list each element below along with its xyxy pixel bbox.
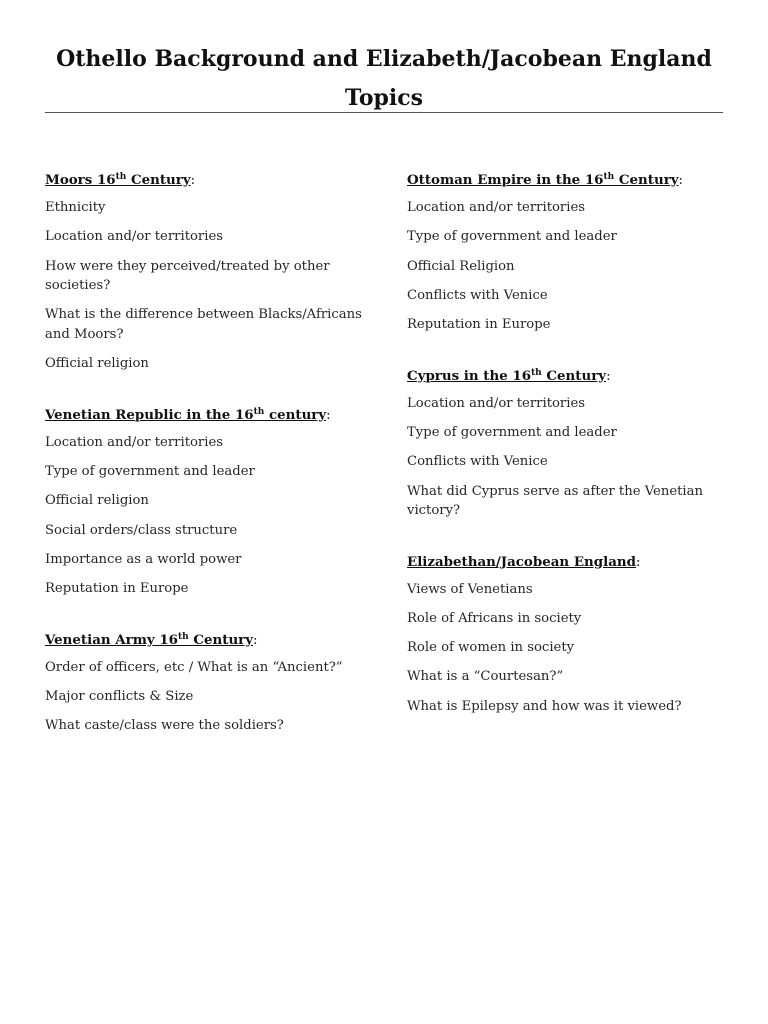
topic-item: Type of government and leader bbox=[45, 463, 255, 479]
topic-item: Reputation in Europe bbox=[45, 581, 189, 597]
topic-item: How were they perceived/treated by other societies? bbox=[45, 258, 330, 294]
topic-item: Type of government and leader bbox=[407, 424, 617, 440]
topic-section-ottoman-empire-in-the-16th-century bbox=[407, 168, 727, 335]
heading-colon: : bbox=[678, 173, 684, 188]
heading-trailing-text: Century bbox=[541, 367, 607, 384]
topic-item: Location and/or territories bbox=[45, 229, 224, 245]
topic-item: Location and/or territories bbox=[407, 395, 586, 411]
topic-item: Reputation in Europe bbox=[407, 317, 551, 333]
topic-item: Role of women in society bbox=[407, 640, 575, 656]
heading-trailing-text: Century bbox=[188, 631, 254, 648]
heading-main-text: Ottoman Empire in the 16 bbox=[407, 172, 604, 188]
heading-main-text: Venetian Republic in the 16 bbox=[45, 406, 254, 423]
section-heading-text bbox=[45, 172, 191, 188]
topic-item: Conflicts with Venice bbox=[407, 287, 548, 303]
heading-main-text: Cyprus in the 16 bbox=[407, 367, 532, 384]
section-heading-text bbox=[407, 172, 679, 188]
topic-section-elizabethan-jacobean-england bbox=[407, 550, 727, 717]
heading-ordinal-suffix: th bbox=[177, 631, 189, 642]
topic-item: Location and/or territories bbox=[45, 434, 224, 450]
title-divider bbox=[45, 112, 723, 113]
heading-colon: : bbox=[636, 554, 641, 570]
section-heading bbox=[45, 168, 375, 192]
topic-item: Role of Africans in society bbox=[407, 610, 582, 626]
topic-section-moors-16th-century bbox=[45, 168, 375, 374]
topic-section-venetian-republic-in-the-16th-century bbox=[45, 403, 375, 599]
topic-item: Major conflicts & Size bbox=[45, 688, 194, 704]
title-line-1: Othello Background and Elizabeth/Jacobean England bbox=[56, 46, 712, 72]
topic-section-venetian-army-16th-century bbox=[45, 628, 375, 736]
document-title bbox=[0, 40, 768, 118]
heading-colon: : bbox=[606, 368, 611, 384]
section-heading bbox=[407, 364, 727, 388]
section-heading bbox=[407, 168, 727, 192]
topic-item: Official religion bbox=[45, 493, 149, 509]
heading-ordinal-suffix: th bbox=[603, 172, 615, 182]
heading-colon: : bbox=[190, 173, 196, 188]
topic-item: Official Religion bbox=[407, 258, 515, 274]
topic-item: What caste/class were the soldiers? bbox=[45, 718, 284, 734]
heading-trailing-text: century bbox=[264, 406, 327, 423]
heading-colon: : bbox=[253, 632, 258, 648]
left-column bbox=[45, 168, 375, 765]
topic-section-cyprus-in-the-16th-century bbox=[407, 364, 727, 521]
topic-item: Importance as a world power bbox=[45, 551, 242, 567]
heading-main-text: Venetian Army 16 bbox=[45, 631, 178, 648]
section-heading bbox=[45, 628, 375, 652]
topic-item: What is the difference between Blacks/Africans and Moors? bbox=[45, 307, 362, 342]
section-heading bbox=[45, 403, 375, 427]
topic-item: Conflicts with Venice bbox=[407, 454, 548, 470]
topic-item: Official religion bbox=[45, 356, 149, 372]
topic-item: What is a “Courtesan?” bbox=[407, 669, 564, 685]
title-line-2: Topics bbox=[344, 85, 424, 111]
topic-item: Type of government and leader bbox=[407, 229, 617, 245]
heading-main-text: Moors 16 bbox=[45, 172, 116, 188]
heading-ordinal-suffix: th bbox=[115, 172, 127, 182]
heading-ordinal-suffix: th bbox=[531, 367, 542, 378]
topic-item: Ethnicity bbox=[45, 200, 106, 215]
right-column bbox=[407, 168, 727, 745]
topic-item: What did Cyprus serve as after the Venetian victory? bbox=[407, 483, 703, 519]
topic-item: What is Epilepsy and how was it viewed? bbox=[407, 698, 682, 714]
heading-colon: : bbox=[326, 407, 331, 423]
section-heading-text bbox=[45, 632, 253, 648]
section-heading-text bbox=[45, 407, 326, 423]
section-heading-text bbox=[407, 368, 606, 384]
topic-item: Order of officers, etc / What is an “Ancient?” bbox=[45, 659, 343, 675]
topic-item: Location and/or territories bbox=[407, 200, 586, 215]
heading-main-text: Elizabethan/Jacobean England bbox=[407, 553, 636, 570]
heading-trailing-text: Century bbox=[614, 172, 679, 188]
heading-trailing-text: Century bbox=[126, 172, 191, 188]
section-heading-text bbox=[407, 554, 636, 570]
section-heading bbox=[407, 550, 727, 574]
topic-item: Social orders/class structure bbox=[45, 522, 238, 538]
heading-ordinal-suffix: th bbox=[253, 406, 265, 417]
topic-item: Views of Venetians bbox=[407, 581, 533, 597]
